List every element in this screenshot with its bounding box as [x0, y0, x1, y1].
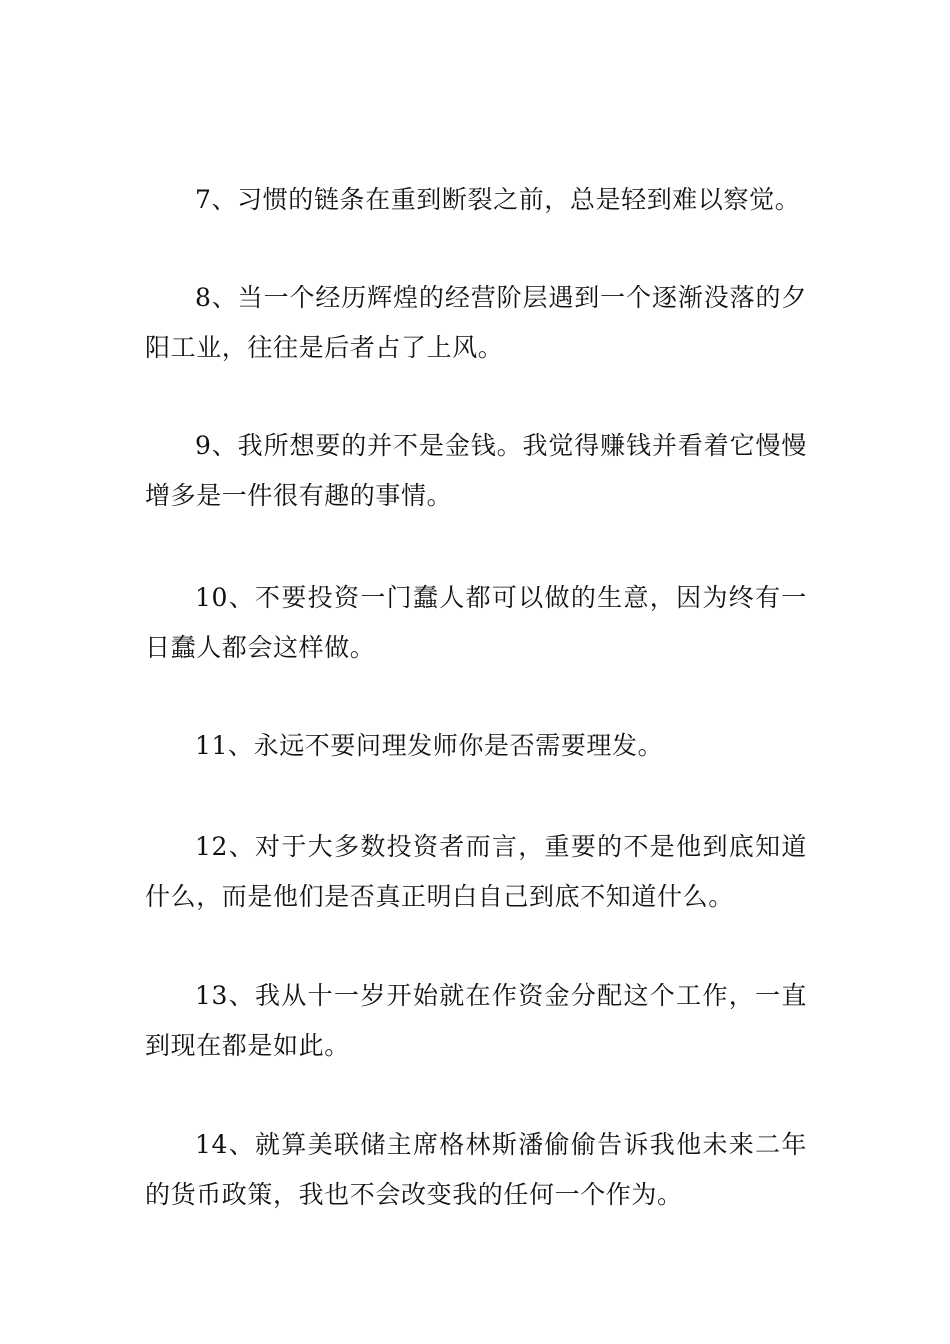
quote-paragraph-9: 9、我所想要的并不是金钱。我觉得赚钱并看着它慢慢增多是一件很有趣的事情。: [145, 431, 807, 510]
quote-paragraph-11: 11、永远不要问理发师你是否需要理发。: [195, 731, 664, 760]
quote-paragraph-7: 7、习惯的链条在重到断裂之前，总是轻到难以察觉。: [195, 185, 801, 214]
quote-paragraph-12: 12、对于大多数投资者而言，重要的不是他到底知道什么，而是他们是否真正明白自己到底不知道什么。: [145, 832, 807, 911]
quote-paragraph-13: 13、我从十一岁开始就在作资金分配这个工作，一直到现在都是如此。: [145, 981, 807, 1060]
quote-paragraph-14: 14、就算美联储主席格林斯潘偷偷告诉我他未来二年的货币政策，我也不会改变我的任何一个作为。: [145, 1130, 807, 1209]
quote-paragraph-8: 8、当一个经历辉煌的经营阶层遇到一个逐渐没落的夕阳工业，往往是后者占了上风。: [145, 283, 807, 362]
quote-paragraph-10: 10、不要投资一门蠢人都可以做的生意，因为终有一日蠢人都会这样做。: [145, 583, 807, 662]
